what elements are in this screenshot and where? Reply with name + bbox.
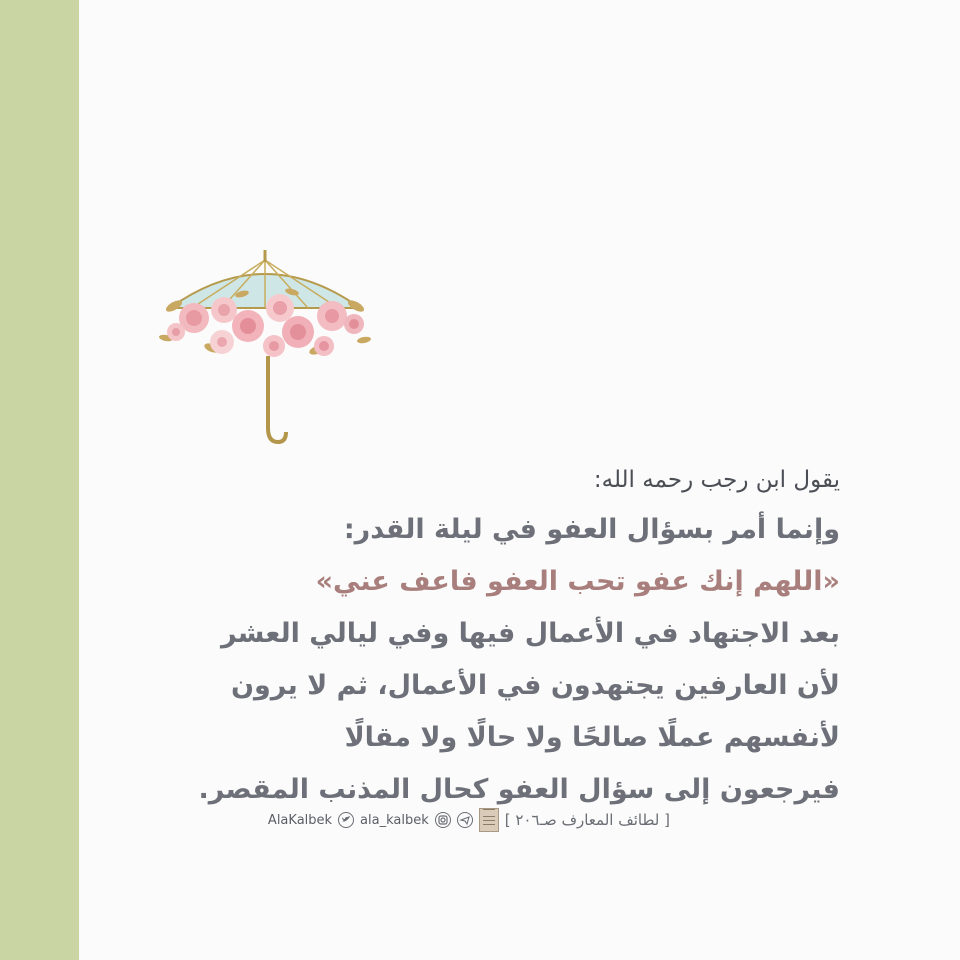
quote-line: لأنفسهم عملًا صالحًا ولا حالًا ولا مقالًا [344,722,840,753]
instagram-icon [435,812,451,828]
footer-credits [268,808,670,832]
quote-line: وإنما أمر بسؤال العفو في ليلة القدر: [343,514,840,545]
source-reference: [ لطائف المعارف صـ٢٠٦ ] [504,811,670,829]
quote-line: لأن العارفين يجتهدون في الأعمال، ثم لا يرون [230,670,840,701]
quote-attribution: يقول ابن رجب رحمه الله: [593,467,840,493]
book-icon [479,808,499,832]
telegram-icon [457,812,473,828]
twitter-handle[interactable]: AlaKalbek [267,812,333,828]
quote-line: بعد الاجتهاد في الأعمال فيها وفي ليالي العشر [221,618,840,649]
quote-text-block [198,462,840,816]
quote-line: فيرجعون إلى سؤال العفو كحال المذنب المقصر. [198,774,840,805]
umbrella-illustration [152,246,378,450]
instagram-handle[interactable]: ala_kalbek [360,812,429,828]
side-stripe [0,0,79,960]
quote-supplication: «اللهم إنك عفو تحب العفو فاعف عني» [315,566,840,597]
twitter-icon [338,812,354,828]
